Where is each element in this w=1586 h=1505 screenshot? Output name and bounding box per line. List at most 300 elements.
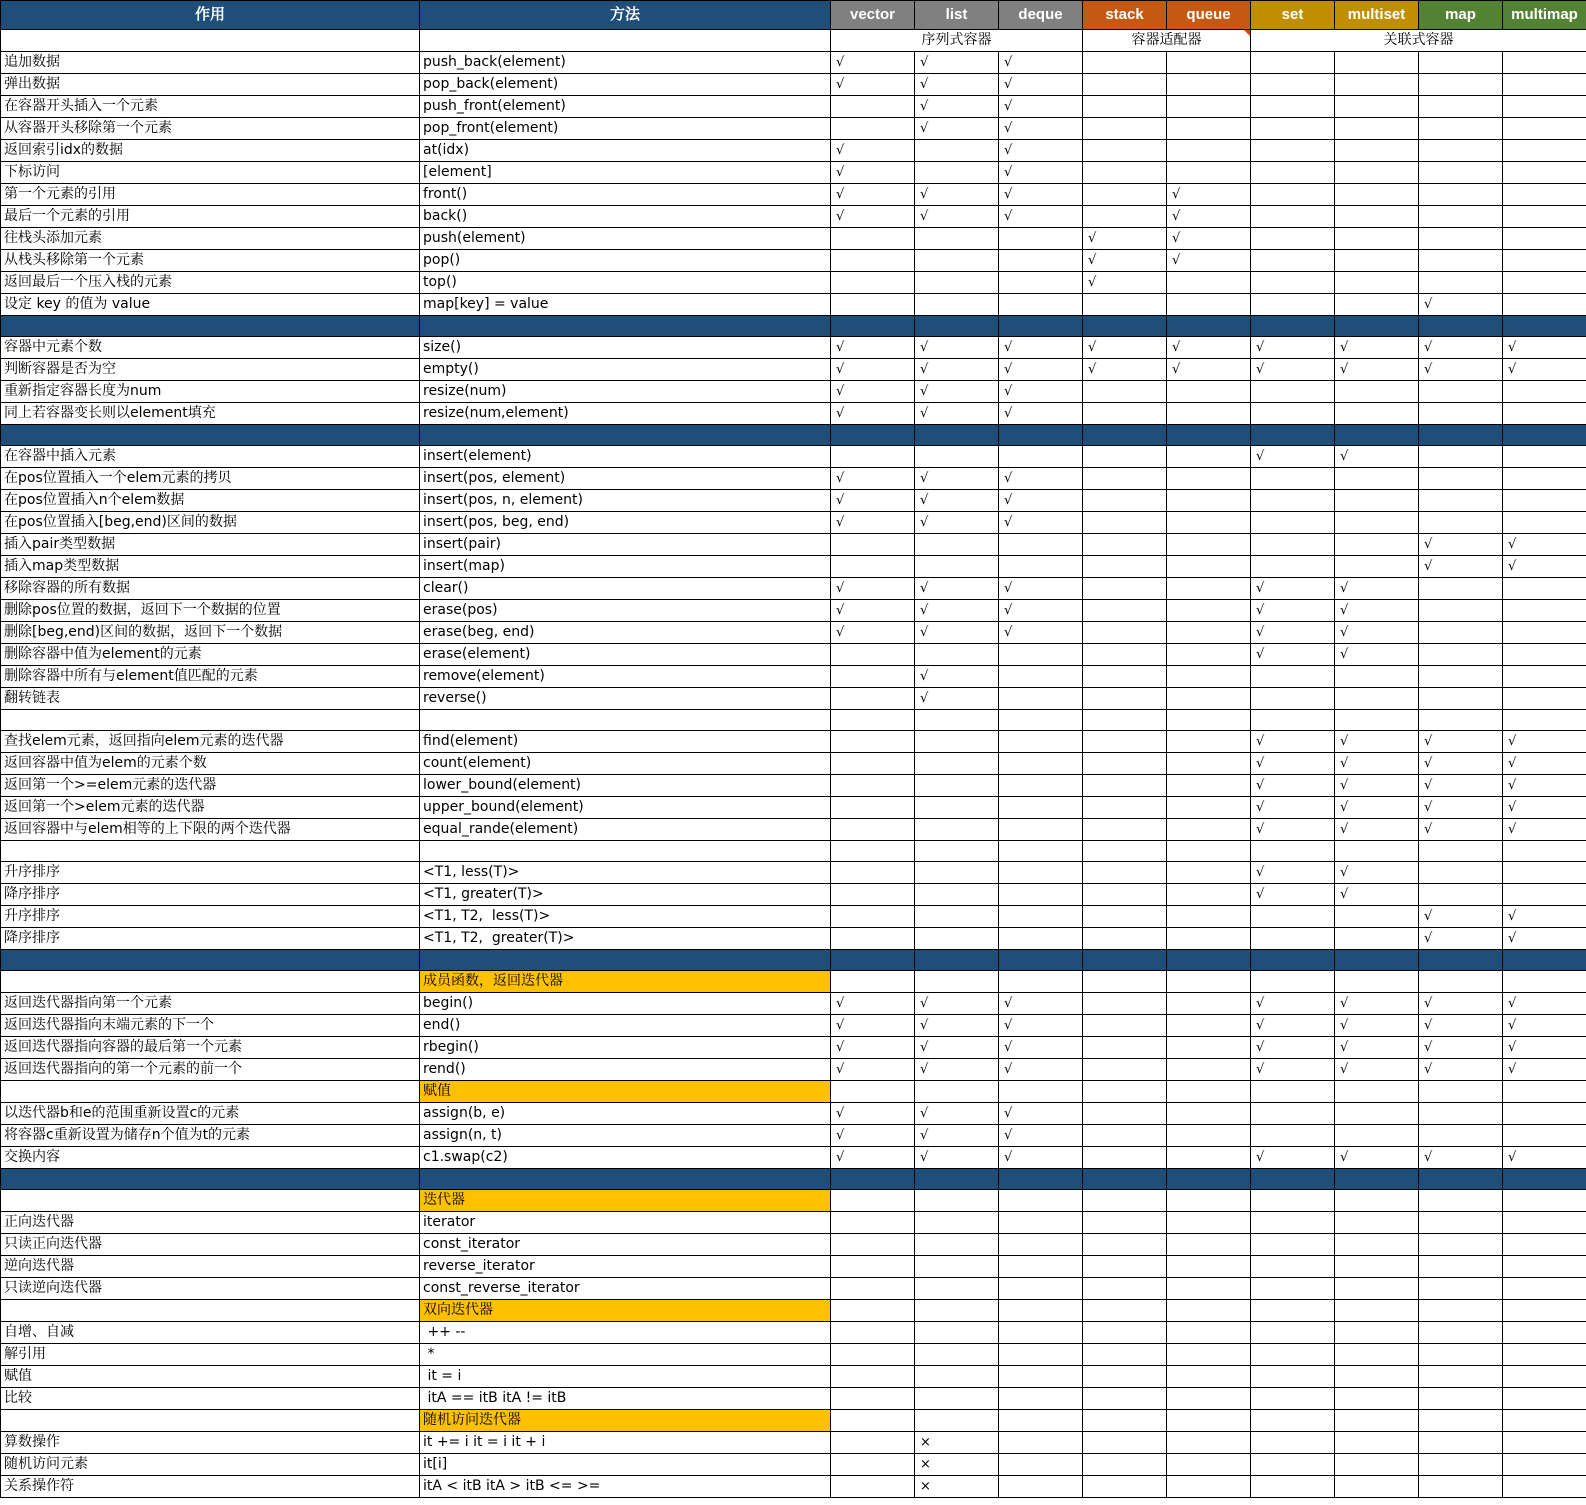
method-cell[interactable]: count(element) <box>420 753 831 775</box>
support-cell[interactable] <box>999 775 1083 797</box>
support-cell[interactable] <box>1083 512 1167 534</box>
support-cell[interactable] <box>999 753 1083 775</box>
support-cell[interactable] <box>1419 1432 1503 1454</box>
support-cell[interactable] <box>1503 1256 1586 1278</box>
support-cell[interactable] <box>915 294 999 316</box>
support-cell[interactable]: √ <box>831 600 915 622</box>
support-cell[interactable] <box>1167 731 1251 753</box>
support-cell[interactable]: √ <box>831 52 915 74</box>
support-cell[interactable] <box>1503 1454 1586 1476</box>
method-cell[interactable]: reverse() <box>420 688 831 710</box>
support-cell[interactable]: √ <box>915 403 999 425</box>
empty-cell[interactable] <box>915 1300 999 1322</box>
support-cell[interactable]: √ <box>1335 862 1419 884</box>
support-cell[interactable] <box>999 797 1083 819</box>
column-header[interactable]: multiset <box>1335 1 1419 30</box>
description-cell[interactable]: 插入pair类型数据 <box>1 534 420 556</box>
support-cell[interactable] <box>1083 96 1167 118</box>
description-cell[interactable]: 下标访问 <box>1 162 420 184</box>
support-cell[interactable] <box>999 906 1083 928</box>
empty-cell[interactable] <box>1419 1081 1503 1103</box>
empty-cell[interactable] <box>999 1081 1083 1103</box>
support-cell[interactable] <box>831 1432 915 1454</box>
support-cell[interactable] <box>1335 490 1419 512</box>
support-cell[interactable] <box>1503 446 1586 468</box>
support-cell[interactable] <box>1167 819 1251 841</box>
support-cell[interactable]: √ <box>1335 731 1419 753</box>
support-cell[interactable]: √ <box>999 140 1083 162</box>
subsection-heading[interactable]: 双向迭代器 <box>420 1300 831 1322</box>
support-cell[interactable] <box>915 906 999 928</box>
description-cell[interactable]: 返回容器中与elem相等的上下限的两个迭代器 <box>1 819 420 841</box>
support-cell[interactable] <box>1335 294 1419 316</box>
empty-cell[interactable] <box>1251 1081 1335 1103</box>
support-cell[interactable] <box>915 862 999 884</box>
method-cell[interactable]: erase(beg, end) <box>420 622 831 644</box>
support-cell[interactable] <box>1335 381 1419 403</box>
support-cell[interactable]: √ <box>1083 272 1167 294</box>
support-cell[interactable]: √ <box>1335 622 1419 644</box>
support-cell[interactable] <box>1335 184 1419 206</box>
support-cell[interactable] <box>1251 710 1335 731</box>
support-cell[interactable] <box>1251 1366 1335 1388</box>
empty-cell[interactable] <box>1 1081 420 1103</box>
support-cell[interactable] <box>1083 140 1167 162</box>
support-cell[interactable]: √ <box>999 403 1083 425</box>
support-cell[interactable] <box>1083 819 1167 841</box>
description-cell[interactable] <box>1 841 420 862</box>
support-cell[interactable] <box>1335 1322 1419 1344</box>
support-cell[interactable]: √ <box>1251 797 1335 819</box>
support-cell[interactable] <box>999 534 1083 556</box>
empty-cell[interactable] <box>831 1190 915 1212</box>
description-cell[interactable]: 只读逆向迭代器 <box>1 1278 420 1300</box>
support-cell[interactable] <box>1251 490 1335 512</box>
support-cell[interactable] <box>915 1322 999 1344</box>
method-cell[interactable]: assign(n, t) <box>420 1125 831 1147</box>
empty-cell[interactable] <box>1 30 420 52</box>
empty-cell[interactable] <box>1251 1300 1335 1322</box>
support-cell[interactable]: √ <box>999 381 1083 403</box>
support-cell[interactable] <box>1251 928 1335 950</box>
support-cell[interactable] <box>999 1454 1083 1476</box>
empty-cell[interactable] <box>1503 971 1586 993</box>
support-cell[interactable] <box>1083 578 1167 600</box>
support-cell[interactable] <box>915 534 999 556</box>
support-cell[interactable] <box>831 1454 915 1476</box>
empty-cell[interactable] <box>1 971 420 993</box>
support-cell[interactable] <box>1167 118 1251 140</box>
support-cell[interactable] <box>1251 140 1335 162</box>
support-cell[interactable] <box>915 884 999 906</box>
support-cell[interactable] <box>1419 162 1503 184</box>
support-cell[interactable]: √ <box>1503 1147 1586 1169</box>
support-cell[interactable]: √ <box>1503 819 1586 841</box>
support-cell[interactable]: √ <box>999 1147 1083 1169</box>
support-cell[interactable] <box>1419 468 1503 490</box>
support-cell[interactable] <box>1335 468 1419 490</box>
support-cell[interactable] <box>1335 556 1419 578</box>
support-cell[interactable] <box>1335 96 1419 118</box>
description-cell[interactable]: 删除容器中所有与element值匹配的元素 <box>1 666 420 688</box>
empty-cell[interactable] <box>999 1190 1083 1212</box>
support-cell[interactable] <box>1083 710 1167 731</box>
support-cell[interactable] <box>1419 578 1503 600</box>
empty-cell[interactable] <box>1419 971 1503 993</box>
support-cell[interactable]: √ <box>915 206 999 228</box>
method-cell[interactable]: const_reverse_iterator <box>420 1278 831 1300</box>
support-cell[interactable] <box>831 928 915 950</box>
support-cell[interactable]: √ <box>1083 359 1167 381</box>
column-header[interactable]: queue <box>1167 1 1251 30</box>
support-cell[interactable]: √ <box>1251 993 1335 1015</box>
support-cell[interactable]: √ <box>831 1059 915 1081</box>
method-cell[interactable]: <T1, greater(T)> <box>420 884 831 906</box>
support-cell[interactable]: √ <box>1419 534 1503 556</box>
support-cell[interactable]: √ <box>1503 534 1586 556</box>
support-cell[interactable] <box>1419 1344 1503 1366</box>
support-cell[interactable]: √ <box>1419 775 1503 797</box>
support-cell[interactable] <box>999 1388 1083 1410</box>
support-cell[interactable] <box>831 841 915 862</box>
support-cell[interactable] <box>1251 906 1335 928</box>
support-cell[interactable] <box>1083 446 1167 468</box>
method-cell[interactable]: * <box>420 1344 831 1366</box>
support-cell[interactable]: √ <box>1335 993 1419 1015</box>
subsection-heading[interactable]: 随机访问迭代器 <box>420 1410 831 1432</box>
support-cell[interactable] <box>1335 1454 1419 1476</box>
support-cell[interactable] <box>1167 797 1251 819</box>
support-cell[interactable] <box>915 1212 999 1234</box>
support-cell[interactable] <box>1335 118 1419 140</box>
support-cell[interactable] <box>1419 884 1503 906</box>
support-cell[interactable] <box>1335 1388 1419 1410</box>
support-cell[interactable] <box>831 1366 915 1388</box>
support-cell[interactable] <box>1335 906 1419 928</box>
support-cell[interactable] <box>1083 1234 1167 1256</box>
support-cell[interactable]: √ <box>915 490 999 512</box>
support-cell[interactable] <box>1503 1212 1586 1234</box>
support-cell[interactable] <box>1167 512 1251 534</box>
column-header[interactable]: map <box>1419 1 1503 30</box>
empty-cell[interactable] <box>1335 1410 1419 1432</box>
column-header[interactable]: 作用 <box>1 1 420 30</box>
support-cell[interactable]: √ <box>1419 819 1503 841</box>
support-cell[interactable] <box>1335 1476 1419 1498</box>
support-cell[interactable] <box>1335 52 1419 74</box>
support-cell[interactable] <box>1167 1388 1251 1410</box>
support-cell[interactable] <box>915 644 999 666</box>
column-header[interactable]: set <box>1251 1 1335 30</box>
support-cell[interactable] <box>1083 1388 1167 1410</box>
support-cell[interactable] <box>1167 403 1251 425</box>
support-cell[interactable] <box>1083 600 1167 622</box>
support-cell[interactable]: √ <box>1503 753 1586 775</box>
empty-cell[interactable] <box>1167 1081 1251 1103</box>
description-cell[interactable]: 追加数据 <box>1 52 420 74</box>
support-cell[interactable]: √ <box>915 96 999 118</box>
method-cell[interactable]: pop_back(element) <box>420 74 831 96</box>
support-cell[interactable] <box>1335 1366 1419 1388</box>
support-cell[interactable] <box>1083 74 1167 96</box>
support-cell[interactable] <box>1335 162 1419 184</box>
support-cell[interactable] <box>1083 52 1167 74</box>
support-cell[interactable]: √ <box>915 74 999 96</box>
support-cell[interactable] <box>1083 1344 1167 1366</box>
method-cell[interactable]: insert(map) <box>420 556 831 578</box>
support-cell[interactable]: √ <box>915 1147 999 1169</box>
support-cell[interactable] <box>1251 403 1335 425</box>
support-cell[interactable] <box>1419 644 1503 666</box>
column-header[interactable]: list <box>915 1 999 30</box>
support-cell[interactable] <box>1167 1015 1251 1037</box>
description-cell[interactable]: 随机访问元素 <box>1 1454 420 1476</box>
description-cell[interactable]: 自增、自减 <box>1 1322 420 1344</box>
support-cell[interactable]: √ <box>1251 644 1335 666</box>
support-cell[interactable] <box>1335 272 1419 294</box>
method-cell[interactable]: remove(element) <box>420 666 831 688</box>
support-cell[interactable]: √ <box>831 381 915 403</box>
support-cell[interactable] <box>1167 534 1251 556</box>
support-cell[interactable] <box>1083 884 1167 906</box>
support-cell[interactable]: √ <box>1503 928 1586 950</box>
method-cell[interactable]: insert(pos, n, element) <box>420 490 831 512</box>
support-cell[interactable] <box>1503 294 1586 316</box>
description-cell[interactable]: 从容器开头移除第一个元素 <box>1 118 420 140</box>
support-cell[interactable]: √ <box>1251 337 1335 359</box>
description-cell[interactable]: 移除容器的所有数据 <box>1 578 420 600</box>
support-cell[interactable]: √ <box>915 337 999 359</box>
support-cell[interactable] <box>1083 1037 1167 1059</box>
support-cell[interactable]: √ <box>1419 1059 1503 1081</box>
support-cell[interactable] <box>915 819 999 841</box>
support-cell[interactable] <box>915 272 999 294</box>
method-cell[interactable] <box>420 710 831 731</box>
column-header[interactable]: multimap <box>1503 1 1586 30</box>
support-cell[interactable] <box>1503 1278 1586 1300</box>
support-cell[interactable]: √ <box>999 1037 1083 1059</box>
support-cell[interactable] <box>999 1432 1083 1454</box>
method-cell[interactable]: insert(pos, element) <box>420 468 831 490</box>
description-cell[interactable]: 返回第一个>=elem元素的迭代器 <box>1 775 420 797</box>
method-cell[interactable]: find(element) <box>420 731 831 753</box>
support-cell[interactable]: √ <box>915 468 999 490</box>
support-cell[interactable]: √ <box>1251 600 1335 622</box>
support-cell[interactable]: √ <box>1503 1037 1586 1059</box>
support-cell[interactable]: √ <box>1083 337 1167 359</box>
support-cell[interactable]: √ <box>1335 359 1419 381</box>
support-cell[interactable] <box>831 797 915 819</box>
method-cell[interactable]: begin() <box>420 993 831 1015</box>
support-cell[interactable] <box>999 710 1083 731</box>
support-cell[interactable]: √ <box>1503 556 1586 578</box>
support-cell[interactable] <box>1251 512 1335 534</box>
empty-cell[interactable] <box>831 1300 915 1322</box>
method-cell[interactable]: map[key] = value <box>420 294 831 316</box>
support-cell[interactable] <box>1503 1125 1586 1147</box>
support-cell[interactable] <box>999 884 1083 906</box>
support-cell[interactable]: √ <box>831 993 915 1015</box>
support-cell[interactable] <box>831 1476 915 1498</box>
empty-cell[interactable] <box>1335 971 1419 993</box>
support-cell[interactable] <box>1503 600 1586 622</box>
support-cell[interactable] <box>1167 96 1251 118</box>
support-cell[interactable] <box>1419 512 1503 534</box>
support-cell[interactable] <box>1335 1432 1419 1454</box>
support-cell[interactable] <box>1251 1278 1335 1300</box>
support-cell[interactable]: √ <box>999 1059 1083 1081</box>
support-cell[interactable]: √ <box>915 52 999 74</box>
support-cell[interactable] <box>1419 688 1503 710</box>
support-cell[interactable] <box>999 1212 1083 1234</box>
support-cell[interactable]: √ <box>999 490 1083 512</box>
support-cell[interactable] <box>1335 1344 1419 1366</box>
support-cell[interactable] <box>1419 841 1503 862</box>
support-cell[interactable] <box>1167 600 1251 622</box>
support-cell[interactable] <box>1419 118 1503 140</box>
support-cell[interactable] <box>1503 381 1586 403</box>
support-cell[interactable] <box>1083 1454 1167 1476</box>
support-cell[interactable] <box>1251 1454 1335 1476</box>
description-cell[interactable]: 插入map类型数据 <box>1 556 420 578</box>
support-cell[interactable] <box>1167 468 1251 490</box>
support-cell[interactable] <box>1251 666 1335 688</box>
support-cell[interactable] <box>1083 622 1167 644</box>
description-cell[interactable]: 算数操作 <box>1 1432 420 1454</box>
support-cell[interactable] <box>1419 206 1503 228</box>
support-cell[interactable]: √ <box>831 622 915 644</box>
support-cell[interactable] <box>1251 1103 1335 1125</box>
support-cell[interactable]: √ <box>1167 184 1251 206</box>
method-cell[interactable]: const_iterator <box>420 1234 831 1256</box>
support-cell[interactable] <box>915 731 999 753</box>
support-cell[interactable]: √ <box>831 1015 915 1037</box>
support-cell[interactable]: √ <box>1503 731 1586 753</box>
support-cell[interactable]: √ <box>1251 1059 1335 1081</box>
support-cell[interactable]: √ <box>915 1125 999 1147</box>
empty-cell[interactable] <box>1083 1300 1167 1322</box>
support-cell[interactable]: × <box>915 1454 999 1476</box>
support-cell[interactable]: √ <box>831 74 915 96</box>
support-cell[interactable] <box>1083 731 1167 753</box>
support-cell[interactable] <box>1335 403 1419 425</box>
description-cell[interactable]: 交换内容 <box>1 1147 420 1169</box>
support-cell[interactable] <box>915 140 999 162</box>
support-cell[interactable] <box>831 884 915 906</box>
support-cell[interactable]: √ <box>1251 1147 1335 1169</box>
support-cell[interactable]: √ <box>999 1103 1083 1125</box>
description-cell[interactable]: 在容器中插入元素 <box>1 446 420 468</box>
support-cell[interactable]: √ <box>915 1103 999 1125</box>
method-cell[interactable]: insert(pair) <box>420 534 831 556</box>
support-cell[interactable] <box>1503 1432 1586 1454</box>
support-cell[interactable] <box>1503 578 1586 600</box>
support-cell[interactable]: √ <box>1419 753 1503 775</box>
support-cell[interactable] <box>1167 928 1251 950</box>
support-cell[interactable] <box>1335 1212 1419 1234</box>
support-cell[interactable]: √ <box>1335 1147 1419 1169</box>
empty-cell[interactable] <box>999 1410 1083 1432</box>
support-cell[interactable] <box>1503 512 1586 534</box>
support-cell[interactable] <box>1335 512 1419 534</box>
method-cell[interactable]: at(idx) <box>420 140 831 162</box>
support-cell[interactable] <box>1503 118 1586 140</box>
support-cell[interactable] <box>1419 96 1503 118</box>
support-cell[interactable] <box>1167 710 1251 731</box>
support-cell[interactable] <box>1251 1212 1335 1234</box>
empty-cell[interactable] <box>1335 1190 1419 1212</box>
support-cell[interactable] <box>1251 162 1335 184</box>
description-cell[interactable]: 设定 key 的值为 value <box>1 294 420 316</box>
empty-cell[interactable] <box>999 971 1083 993</box>
support-cell[interactable] <box>1251 841 1335 862</box>
support-cell[interactable] <box>999 1256 1083 1278</box>
support-cell[interactable] <box>1335 710 1419 731</box>
support-cell[interactable] <box>1251 381 1335 403</box>
support-cell[interactable] <box>1167 140 1251 162</box>
support-cell[interactable]: √ <box>999 468 1083 490</box>
support-cell[interactable] <box>831 710 915 731</box>
support-cell[interactable] <box>1503 666 1586 688</box>
support-cell[interactable]: × <box>915 1432 999 1454</box>
support-cell[interactable]: √ <box>1167 250 1251 272</box>
description-cell[interactable]: 翻转链表 <box>1 688 420 710</box>
empty-cell[interactable] <box>1083 1081 1167 1103</box>
support-cell[interactable] <box>1251 1256 1335 1278</box>
support-cell[interactable] <box>1167 1147 1251 1169</box>
support-cell[interactable] <box>1419 490 1503 512</box>
support-cell[interactable] <box>999 688 1083 710</box>
support-cell[interactable] <box>1251 96 1335 118</box>
method-cell[interactable]: reverse_iterator <box>420 1256 831 1278</box>
support-cell[interactable] <box>1083 1256 1167 1278</box>
support-cell[interactable] <box>1251 688 1335 710</box>
support-cell[interactable] <box>1083 644 1167 666</box>
support-cell[interactable]: √ <box>915 512 999 534</box>
method-cell[interactable]: <T1, T2, less(T)> <box>420 906 831 928</box>
support-cell[interactable]: √ <box>1251 578 1335 600</box>
support-cell[interactable] <box>1251 184 1335 206</box>
support-cell[interactable] <box>1251 206 1335 228</box>
support-cell[interactable] <box>1251 1344 1335 1366</box>
method-cell[interactable]: front() <box>420 184 831 206</box>
empty-cell[interactable] <box>1167 1410 1251 1432</box>
subsection-heading[interactable]: 赋值 <box>420 1081 831 1103</box>
method-cell[interactable]: back() <box>420 206 831 228</box>
support-cell[interactable] <box>915 1256 999 1278</box>
support-cell[interactable] <box>1167 1256 1251 1278</box>
support-cell[interactable] <box>1167 666 1251 688</box>
method-cell[interactable]: it += i it = i it + i <box>420 1432 831 1454</box>
support-cell[interactable] <box>1167 1322 1251 1344</box>
support-cell[interactable]: √ <box>1167 228 1251 250</box>
support-cell[interactable] <box>915 797 999 819</box>
description-cell[interactable]: 降序排序 <box>1 884 420 906</box>
support-cell[interactable] <box>831 1344 915 1366</box>
support-cell[interactable] <box>1503 184 1586 206</box>
support-cell[interactable]: √ <box>1419 906 1503 928</box>
description-cell[interactable]: 降序排序 <box>1 928 420 950</box>
support-cell[interactable] <box>1335 1103 1419 1125</box>
support-cell[interactable] <box>1083 993 1167 1015</box>
empty-cell[interactable] <box>1251 971 1335 993</box>
support-cell[interactable]: √ <box>999 993 1083 1015</box>
support-cell[interactable]: √ <box>1419 359 1503 381</box>
support-cell[interactable] <box>1419 1322 1503 1344</box>
description-cell[interactable]: 重新指定容器长度为num <box>1 381 420 403</box>
support-cell[interactable] <box>1167 1103 1251 1125</box>
support-cell[interactable]: √ <box>1503 993 1586 1015</box>
